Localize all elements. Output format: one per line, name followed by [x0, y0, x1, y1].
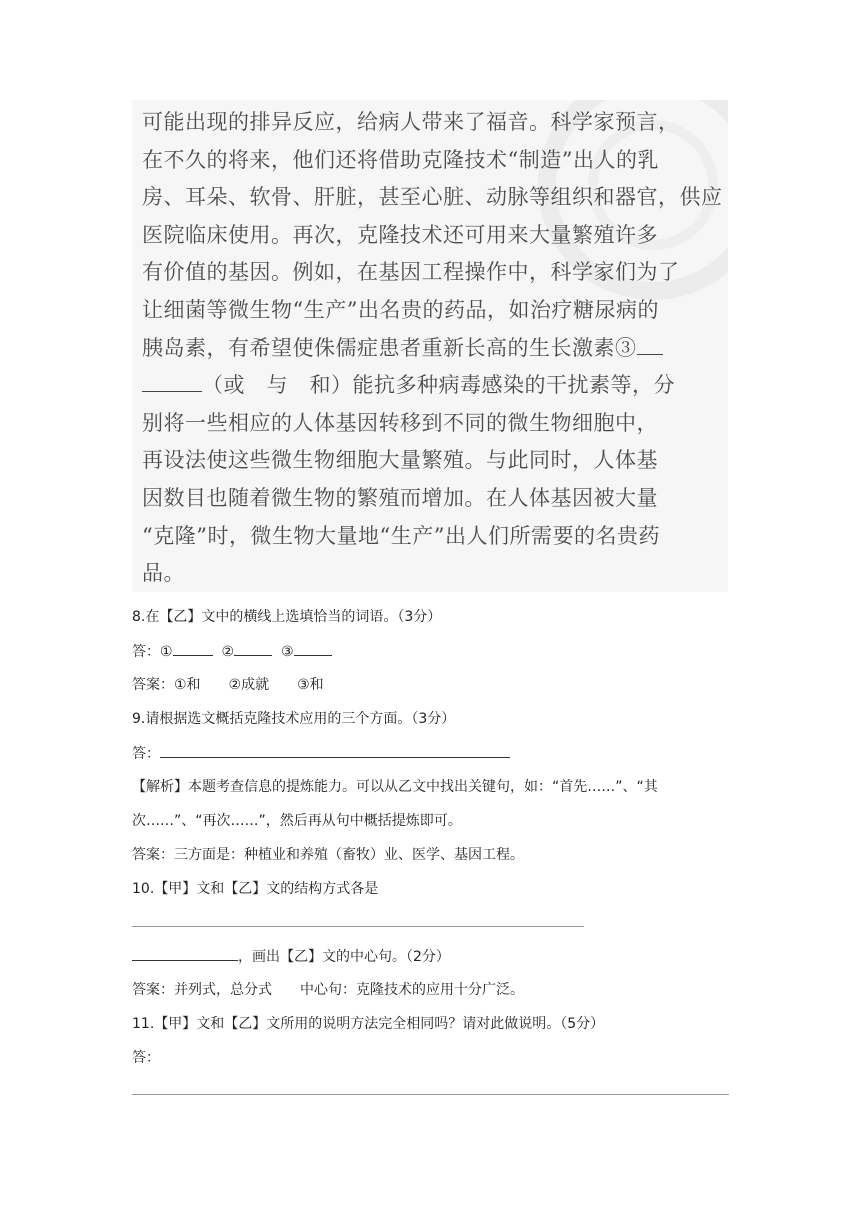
- passage-image: [132, 100, 728, 592]
- question-9: 9.请根据选文概括克隆技术应用的三个方面。（3分）: [132, 711, 456, 727]
- answer-rule: [132, 926, 584, 927]
- answer-rule: [132, 1094, 729, 1095]
- passage-line: “克隆”时，微生物大量地“生产”出人们所需要的名贵药: [142, 523, 660, 548]
- passage-line: 别将一些相应的人体基因转移到不同的微生物细胞中，: [142, 410, 658, 435]
- question-8: 8.在【乙】文中的横线上选填恰当的词语。（3分）: [132, 609, 442, 625]
- question-8-key: 答案：①和 ②成就 ③和: [132, 677, 324, 693]
- passage-line: 有价值的基因。例如，在基因工程操作中，科学家们为了: [142, 260, 680, 285]
- passage-line: 在不久的将来，他们还将借助克隆技术“制造”出人的乳: [142, 147, 659, 172]
- passage-line: （或 与 和）能抗多种病毒感染的干扰素等，分: [142, 367, 722, 405]
- passage-line: 再设法使这些微生物细胞大量繁殖。与此同时，人体基: [142, 448, 658, 473]
- question-8-answer-line: 答：① ② ③: [132, 641, 332, 662]
- question-9-answer-line: 答：: [132, 743, 510, 764]
- question-10-key: 答案：并列式，总分式 中心句：克隆技术的应用十分广泛。: [132, 982, 524, 998]
- passage-line: 品。: [142, 561, 185, 586]
- answer-blank[interactable]: [132, 946, 238, 961]
- answer-blank[interactable]: [294, 641, 332, 656]
- question-9-key: 答案：三方面是：种植业和养殖（畜牧）业、医学、基因工程。: [132, 847, 524, 863]
- passage-blank: [637, 332, 663, 355]
- question-11: 11.【甲】文和【乙】文所用的说明方法完全相同吗？请对此做说明。（5分）: [132, 1016, 605, 1032]
- answer-blank[interactable]: [173, 641, 213, 656]
- question-9-analysis-cont: 次……”、“再次……”，然后再从句中概括提炼即可。: [132, 813, 462, 829]
- passage-line: 房、耳朵、软骨、肝脏，甚至心脏、动脉等组织和器官，供应: [142, 185, 723, 210]
- passage-line: 医院临床使用。再次，克隆技术还可用来大量繁殖许多: [142, 222, 658, 247]
- passage-blank: [142, 369, 202, 392]
- question-11-answer-prefix: 答：: [132, 1050, 160, 1066]
- passage-line: 胰岛素，有希望使侏儒症患者重新长高的生长激素③: [142, 330, 722, 368]
- question-10-cont: ，画出【乙】文的中心句。（2分）: [132, 946, 450, 967]
- passage-line: 可能出现的排异反应，给病人带来了福音。科学家预言，: [142, 110, 680, 134]
- answer-blank[interactable]: [160, 743, 510, 758]
- passage-text: [142, 104, 722, 592]
- question-10: 10.【甲】文和【乙】文的结构方式各是: [132, 881, 379, 897]
- answer-blank[interactable]: [234, 641, 272, 656]
- passage-line: 让细菌等微生物“生产”出名贵的药品，如治疗糖尿病的: [142, 297, 659, 322]
- passage-line: 因数目也随着微生物的繁殖而增加。在人体基因被大量: [142, 485, 658, 510]
- question-9-analysis: 【解析】本题考查信息的提炼能力。可以从乙文中找出关键句，如：“首先……”、“其: [132, 779, 658, 795]
